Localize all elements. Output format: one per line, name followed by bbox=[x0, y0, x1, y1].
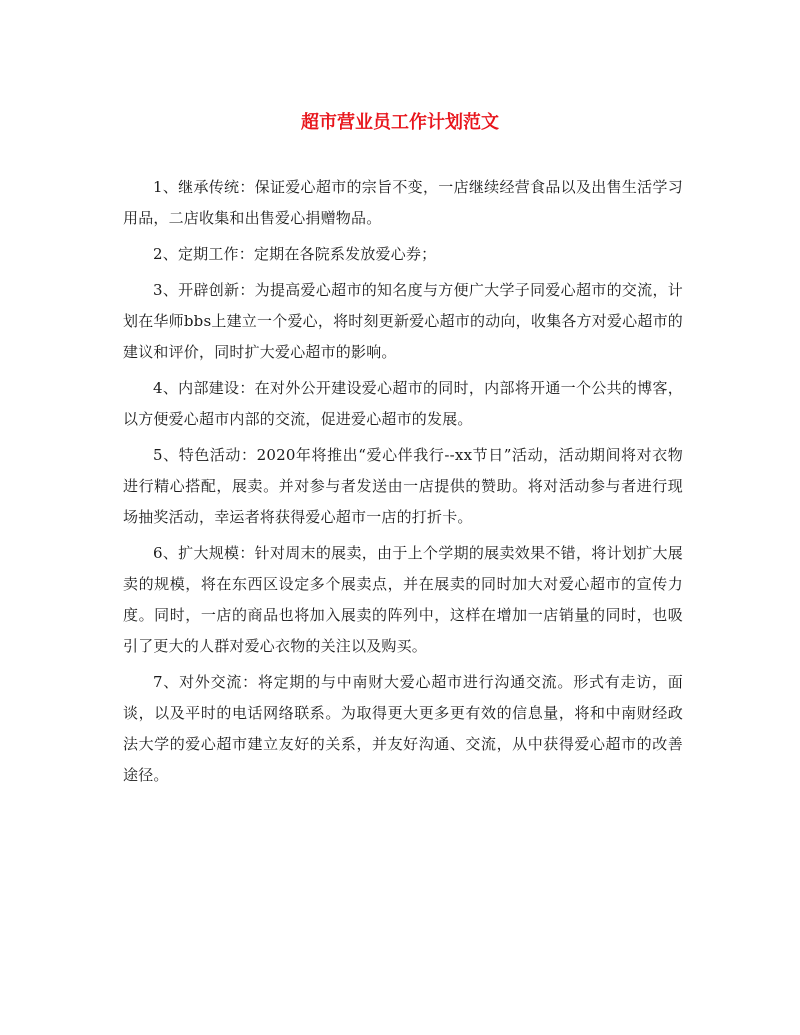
document-title: 超市营业员工作计划范文 bbox=[301, 112, 499, 133]
paragraph-7: 7、对外交流：将定期的与中南财大爱心超市进行沟通交流。形式有走访，面谈，以及平时的电话网络联系。为取得更大更多更有效的信息量，将和中南财经政法大学的爱心超市建立友好的关系，并友好沟通、交流，从中获得爱心超市的改善途径。 bbox=[123, 673, 683, 784]
paragraph-4: 4、内部建设：在对外公开建设爱心超市的同时，内部将开通一个公共的博客，以方便爱心超市内部的交流，促进爱心超市的发展。 bbox=[123, 379, 683, 428]
paragraph-2: 2、定期工作：定期在各院系发放爱心券； bbox=[153, 245, 437, 263]
paragraph-1: 1、继承传统：保证爱心超市的宗旨不变，一店继续经营食品以及出售生活学习用品，二店收集和出售爱心捐赠物品。 bbox=[123, 178, 683, 227]
paragraph-6: 6、扩大规模：针对周末的展卖，由于上个学期的展卖效果不错，将计划扩大展卖的规模，将在东西区设定多个展卖点，并在展卖的同时加大对爱心超市的宣传力度。同时，一店的商品也将加入展卖的阵列中，这样在增加一店销量的同时，也吸引了更大的人群对爱心衣物的关注以及购买。 bbox=[123, 544, 683, 655]
paragraph-5: 5、特色活动：2020年将推出“爱心伴我行--xx节日”活动，活动期间将对衣物进行精心搭配，展卖。并对参与者发送由一店提供的赞助。将对活动参与者进行现场抽奖活动，幸运者将获得爱心超市一店的打折卡。 bbox=[123, 446, 683, 526]
paragraph-3: 3、开辟创新：为提高爱心超市的知名度与方便广大学子同爱心超市的交流，计划在华师bbs上建立一个爱心，将时刻更新爱心超市的动向，收集各方对爱心超市的建议和评价，同时扩大爱心超市的影响。 bbox=[123, 281, 683, 361]
document-body bbox=[123, 172, 683, 796]
